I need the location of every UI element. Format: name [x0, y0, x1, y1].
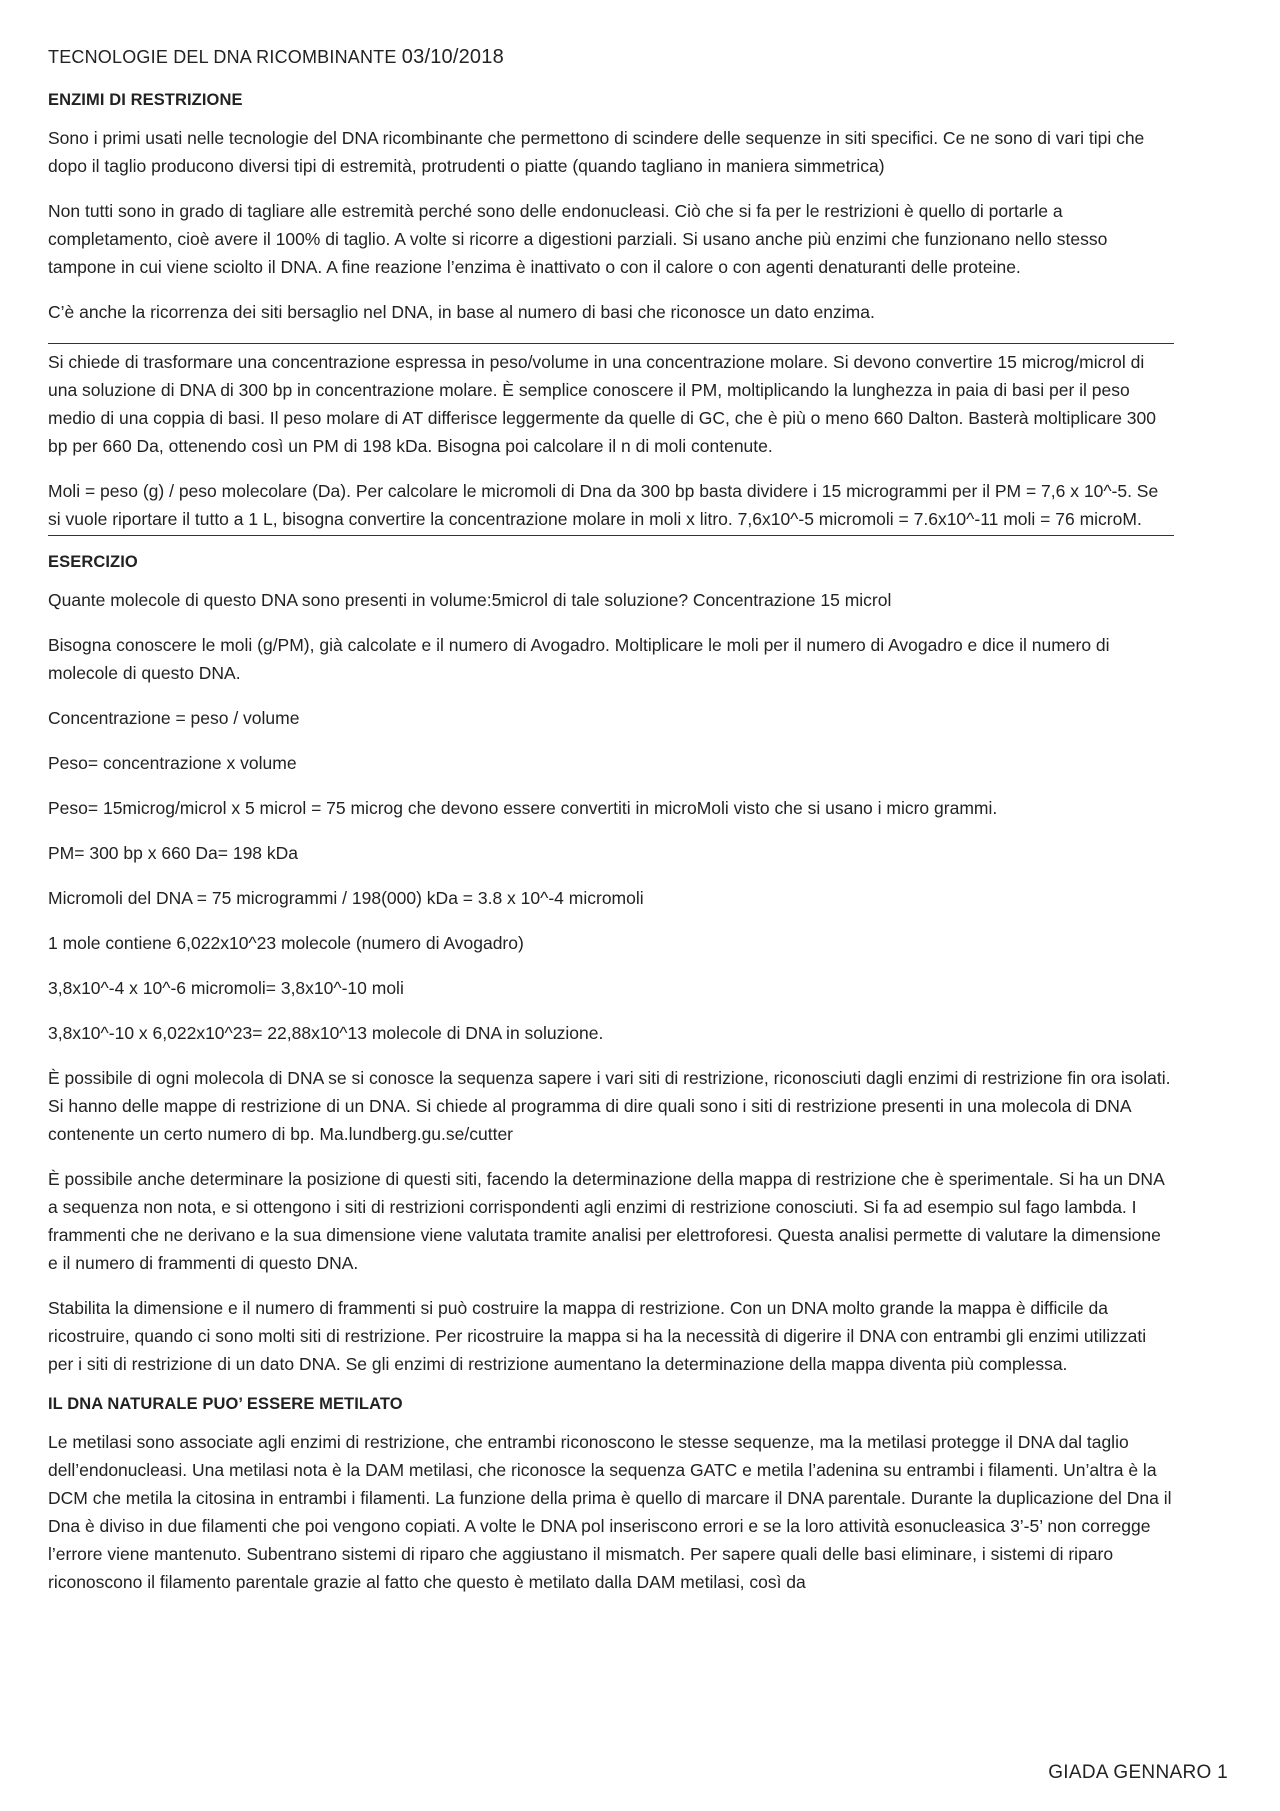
paragraph: C’è anche la ricorrenza dei siti bersaglio nel DNA, in base al numero di basi che riconosce un dato enzima.	[48, 302, 875, 322]
paragraph: È possibile anche determinare la posizione di questi siti, facendo la determinazione della mappa di restrizione che è sperimentale. Si ha un DNA a sequenza non nota, e si ottengono i siti di restrizioni corrispondenti agli enzimi di restrizione conosciuti. Si fa ad esempio sul fago lambda. I frammenti che ne derivano e la sua dimensione viene valutata tramite analisi per elettroforesi. Questa analisi permette di valutare la dimensione e il numero di frammenti di questo DNA.	[48, 1169, 1164, 1273]
boxed-calculation	[48, 343, 1174, 536]
formula-line: 1 mole contiene 6,022x10^23 molecole (numero di Avogadro)	[48, 933, 524, 953]
formula-line: Concentrazione = peso / volume	[48, 708, 300, 728]
document-title	[48, 46, 1174, 69]
paragraph: Sono i primi usati nelle tecnologie del DNA ricombinante che permettono di scindere delle sequenze in siti specifici. Ce ne sono di vari tipi che dopo il taglio producono diversi tipi di estremità, protrudenti o piatte (quando tagliano in maniera simmetrica)	[48, 128, 1145, 176]
paragraph: Si chiede di trasformare una concentrazione espressa in peso/volume in una concentrazione molare. Si devono convertire 15 microg/microl di una soluzione di DNA di 300 bp in concentrazione molare. È semplice conoscere il PM, moltiplicando la lunghezza in paia di basi per il peso medio di una coppia di basi. Il peso molare di AT differisce leggermente da quelle di GC, che è più o meno 660 Dalton. Basterà moltiplicare 300 bp per 660 Da, ottenendo così un PM di 198 kDa. Bisogna poi calcolare il n di moli contenute.	[48, 352, 1157, 456]
paragraph: Non tutti sono in grado di tagliare alle estremità perché sono delle endonucleasi. Ciò che si fa per le restrizioni è quello di portarle a completamento, cioè avere il 100% di taglio. A volte si ricorre a digestioni parziali. Si usano anche più enzimi che funzionano nello stesso tampone in cui viene sciolto il DNA. A fine reazione l’enzima è inattivato o con il calore o con agenti denaturanti delle proteine.	[48, 201, 1108, 277]
title-date: 03/10/2018	[401, 46, 504, 68]
title-text: TECNOLOGIE DEL DNA RICOMBINANTE	[48, 47, 397, 67]
section-heading-metilato: IL DNA NATURALE PUO’ ESSERE METILATO	[48, 1395, 403, 1413]
document-page	[48, 46, 1174, 1613]
formula-line: 3,8x10^-4 x 10^-6 micromoli= 3,8x10^-10 moli	[48, 978, 404, 998]
section-heading-esercizio: ESERCIZIO	[48, 553, 138, 571]
formula-line: Peso= 15microg/microl x 5 microl = 75 microg che devono essere convertiti in microMoli visto che si usano i micro grammi.	[48, 798, 998, 818]
paragraph: Quante molecole di questo DNA sono presenti in volume:5microl di tale soluzione? Concentrazione 15 microl	[48, 590, 892, 610]
formula-line: Peso= concentrazione x volume	[48, 753, 297, 773]
paragraph: Stabilita la dimensione e il numero di frammenti si può costruire la mappa di restrizione. Con un DNA molto grande la mappa è difficile da ricostruire, quando ci sono molti siti di restrizione. Per ricostruire la mappa si ha la necessità di digerire il DNA con entrambi gli enzimi utilizzati per i siti di restrizione di un dato DNA. Se gli enzimi di restrizione aumentano la determinazione della mappa diventa più complessa.	[48, 1298, 1147, 1374]
page-footer: GIADA GENNARO 1	[1048, 1762, 1228, 1783]
paragraph: È possibile di ogni molecola di DNA se si conosce la sequenza sapere i vari siti di restrizione, riconosciuti dagli enzimi di restrizione fin ora isolati. Si hanno delle mappe di restrizione di un DNA. Si chiede al programma di dire quali sono i siti di restrizione presenti in una molecola di DNA contenente un certo numero di bp. Ma.lundberg.gu.se/cutter	[48, 1068, 1171, 1144]
paragraph: Moli = peso (g) / peso molecolare (Da). Per calcolare le micromoli di Dna da 300 bp basta dividere i 15 microgrammi per il PM = 7,6 x 10^-5. Se si vuole riportare il tutto a 1 L, bisogna convertire la concentrazione molare in moli x litro. 7,6x10^-5 micromoli = 7.6x10^-11 moli = 76 microM.	[48, 481, 1159, 529]
formula-line: PM= 300 bp x 660 Da= 198 kDa	[48, 843, 299, 863]
paragraph: Le metilasi sono associate agli enzimi di restrizione, che entrambi riconoscono le stesse sequenze, ma la metilasi protegge il DNA dal taglio dell’endonucleasi. Una metilasi nota è la DAM metilasi, che riconosce la sequenza GATC e metila l’adenina su entrambi i filamenti. Un’altra è la DCM che metila la citosina in entrambi i filamenti. La funzione della prima è quello di marcare il DNA parentale. Durante la duplicazione del Dna il Dna è diviso in due filamenti che poi vengono copiati. A volte le DNA pol inseriscono errori e se la loro attività esonucleasica 3’-5’ non corregge l’errore viene mantenuto. Subentrano sistemi di riparo che aggiustano il mismatch. Per sapere quali delle basi eliminare, i sistemi di riparo riconoscono il filamento parentale grazie al fatto che questo è metilato dalla DAM metilasi, così da	[48, 1432, 1172, 1592]
formula-line: 3,8x10^-10 x 6,022x10^23= 22,88x10^13 molecole di DNA in soluzione.	[48, 1023, 604, 1043]
formula-line: Micromoli del DNA = 75 microgrammi / 198(000) kDa = 3.8 x 10^-4 micromoli	[48, 888, 644, 908]
paragraph: Bisogna conoscere le moli (g/PM), già calcolate e il numero di Avogadro. Moltiplicare le moli per il numero di Avogadro e dice il numero di molecole di questo DNA.	[48, 635, 1110, 683]
section-heading-enzimi: ENZIMI DI RESTRIZIONE	[48, 91, 243, 109]
